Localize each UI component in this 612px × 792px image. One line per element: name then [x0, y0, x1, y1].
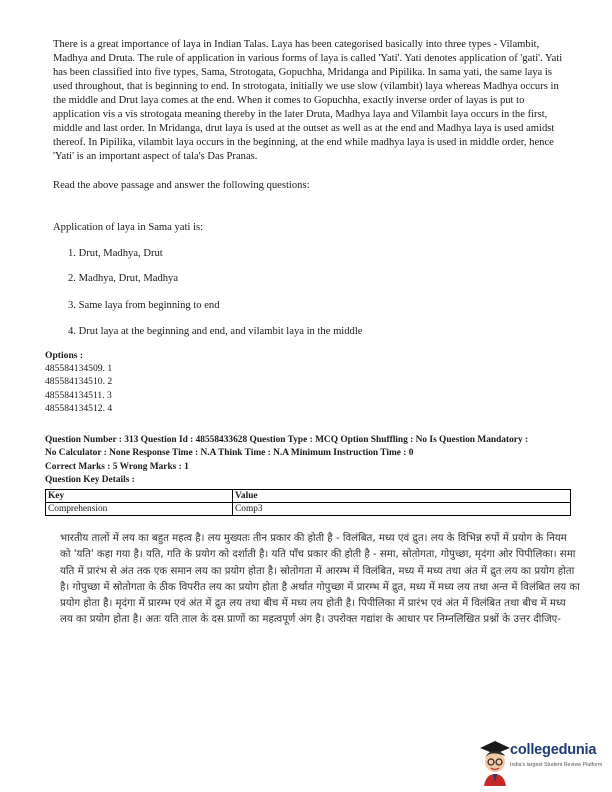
table-header-row [46, 490, 571, 503]
choice-1: 1. Drut, Madhya, Drut [68, 248, 163, 259]
cell-value: Comp3 [233, 503, 571, 516]
key-details-heading: Question Key Details : [45, 475, 135, 485]
option-id-4: 485584134512. 4 [45, 403, 113, 414]
question-text: Application of laya in Sama yati is: [53, 222, 204, 233]
marks-line: Correct Marks : 5 Wrong Marks : 1 [45, 462, 189, 472]
table-row [46, 503, 571, 516]
english-passage: There is a great importance of laya in Indian Talas. Laya has been categorised basically into three types - Vilambit, Madhya and Druta. The rule of application in various forms of laya is called 'Yati'. Yati denotes application of 'gati'. Yati has been classified into five types, Sama, Strotogata, Gopuchha, Mridanga and Pipilika. In sama yati, the same laya is used throughout, that is beginning to end. In strotogata, initially we use slow (vilambit) laya whereas Madhya occurs in the middle and Drut laya comes at the end. When it comes to Gopuchha, exactly inverse order of layas is put to application vis a vis strotogata meaning thereby in the later Druta, Madhya laya and Vilambit laya occurs in the first, middle and last order. In Mridanga, drut laya is used at the outset as well as at the end and Madhya laya is used amidst thereof. In Pipilika, vilambit laya occurs in the beginning, at the end while madhya laya is used in middle order, hence 'Yati' is an important aspect of tala's Das Pranas. [53, 39, 563, 162]
graduate-mascot-icon [478, 738, 512, 786]
choice-4: 4. Drut laya at the beginning and end, and vilambit laya in the middle [68, 326, 363, 337]
hindi-passage: भारतीय तालों में लय का बहुत महत्व है। लय मुख्यतः तीन प्रकार की होती है - विलंबित, मध्य एवं द्रुत। लय के विभिन्न रुपों में प्रयोग के नियम को 'यति' कहा गया है। यति, गति के प्रयोग को दर्शाती है। यति पाँच प्रकार की होती है - समा, स्रोतोगता, गोपुच्छा, मृदंगा ओर पिपीलिका। समा यति में प्रारंभ से अंत तक एक समान लय का प्रयोग होता है। स्रोतोगता में आरम्भ में विलंबित, मध्य में मध्य तथा अंत में द्रुत लय का प्रयोग होता है। गोपुच्छा में स्रोतोगता के ठीक विपरीत लय का प्रयोग होता है अर्थात गोपुच्छा में प्रारम्भ में द्रुत, मध्य में मध्य लय तथा अन्त में विलंबित लय का प्रयोग होता है। मृदंगा में प्रारम्भ एवं अंत में द्रुत लय तथा बीच में मध्य लय होती है। पिपीलिका में प्रारंभ एवं अंत में विलंबित तथा बीच में मध्य लय का प्रयोग होता है। अतः यति ताल के दस प्राणों का महत्वपूर्ण अंग है। उपरोक्त गद्यांश के आधार पर निम्नलिखित प्रश्नों के उत्तर दीजिए- [60, 533, 580, 626]
options-heading: Options : [45, 350, 84, 361]
option-id-3: 485584134511. 3 [45, 390, 112, 401]
question-meta-line-1: Question Number : 313 Question Id : 48558433628 Question Type : MCQ Option Shuffling : No Is Question Mandatory : [45, 435, 529, 445]
logo-tagline: India's largest Student Review Platform [510, 762, 603, 768]
option-id-1: 485584134509. 1 [45, 363, 113, 374]
instruction-text: Read the above passage and answer the following questions: [53, 180, 310, 191]
choice-3: 3. Same laya from beginning to end [68, 300, 220, 311]
option-id-2: 485584134510. 2 [45, 376, 113, 387]
choice-2: 2. Madhya, Drut, Madhya [68, 273, 179, 284]
key-details-table [45, 489, 571, 516]
header-key: Key [46, 490, 233, 503]
cell-key: Comprehension [46, 503, 233, 516]
header-value: Value [233, 490, 571, 503]
logo-wordmark: collegedunia [510, 742, 597, 758]
question-meta-line-2: No Calculator : None Response Time : N.A Think Time : N.A Minimum Instruction Time : 0 [45, 448, 414, 458]
